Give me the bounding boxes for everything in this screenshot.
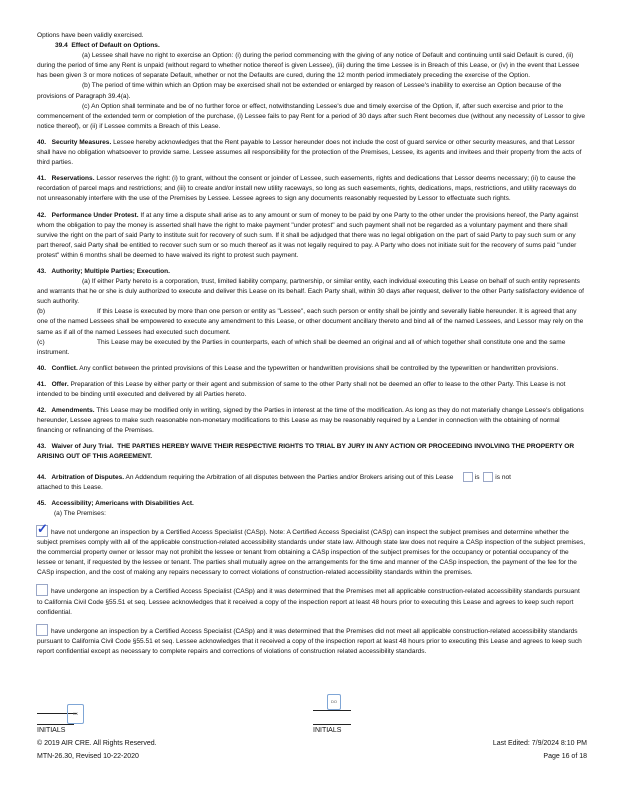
section-40-security: 40. Security Measures. Lessee hereby acknowledges that the Rent payable to Lessor hereunder does not include the cost of guard service or other security measures, and that Lessor shall have no obligation whatsoever to provide same. Lessee assumes all responsibility for the protection of the Premises, Lessee, its agents and invitees and their property from the acts of third parties. bbox=[37, 138, 582, 167]
casp-option-met-standards: have undergone an inspection by a Certified Access Specialist (CASp) and it was determined that the Premises met all applicable construction-related accessibility standards pursuant to California Civil Code §55.51 et seq. Lessee acknowledges that it received a copy of the inspection report at least 48 hours prior to executing this Lease and agrees to keep such report confidential. bbox=[37, 584, 587, 617]
section-conflict: 40. Conflict. Any conflict between the printed provisions of this Lease and the typewritten or handwritten provisions shall be controlled by the typewritten or handwritten provisions. bbox=[37, 364, 559, 372]
section-39-4-heading: 39.4 Effect of Default on Options. bbox=[55, 42, 160, 50]
section-44-arbitration: 44. Arbitration of Disputes. An Addendum requiring the Arbitration of all disputes between the Parties and/or Brokers arising out of this Lease is is not attached to this Lease. bbox=[37, 473, 511, 491]
section-45-heading: 45. Accessibility; Americans with Disabilities Act. bbox=[37, 499, 194, 507]
footer-form-id: MTN-26.30, Revised 10-22-2020 bbox=[37, 753, 139, 760]
casp-not-inspected-checkbox[interactable] bbox=[36, 520, 48, 537]
section-41-reservations: 41. Reservations. Lessor reserves the right: (i) to grant, without the consent or joinder of Lessee, such easements, rights and dedications that Lessor deems necessary; (ii) to cause the recordation of parcel maps and restrictions; and (iii) to create and/or install new utility raceways, so long as such easements, rights, dedications, maps, restrictions, and utility raceways do not unreasonably interfere with the use of the Premises by Lessee. Lessee agrees to sign any documents reasonably requested by Lessor to effectuate such rights. bbox=[37, 175, 577, 203]
section-offer: 41. Offer. Preparation of this Lease by either party or their agent and submission of same to the other Party shall not be deemed an offer to lease to the other Party. This Lease is not intended to be binding until executed and delivered by all Parties hereto. bbox=[37, 380, 566, 398]
lessee-initials-label: INITIALS bbox=[313, 727, 342, 734]
lessee-initials-field[interactable]: DO bbox=[327, 694, 341, 710]
footer-copyright: © 2019 AIR CRE. All Rights Reserved. bbox=[37, 740, 157, 747]
casp-option-not-inspected: ✓ have not undergone an inspection by a Certified Access Specialist (CASp). Note: A Certified Access Specialist (CASp) can inspect the subject premises and determine whether the subject premises comply with all of the applicable construction-related accessibility standards under state law. Although state law does not require a CASp inspection of the subject premises, the commercial property owner or lessor may not prohibit the lessee or tenant from obtaining a CASp inspection of the subject premises for the occupancy or potential occupancy of the lessee or tenant, if requested by the lessee or tenant. The parties shall mutually agree on the arrangements for the time and manner of the CASp inspection, the payment of the fee for the CASp inspection, and the cost of making any repairs necessary to correct violations of construction-related accessibility standards within the premises. bbox=[37, 520, 586, 577]
intro-text: Options have been validly exercised. bbox=[37, 32, 144, 39]
section-43-a: (a) If either Party hereto is a corporation, trust, limited liability company, partnership, or similar entity, each individual executing this Lease on behalf of such entity represents and warrants that he or she is duly authorized to execute and deliver this Lease on its behalf. Each Party shall, within 30 days after request, deliver to the other Party satisfactory evidence of such authority. bbox=[37, 278, 584, 306]
section-43-heading: 43. Authority; Multiple Parties; Execution. bbox=[37, 267, 170, 275]
section-39-4-a: (a) Lessee shall have no right to exercise an Option: (i) during the period commencing with the giving of any notice of Default and continuing until said Default is cured, (ii) during the period of time any Rent is unpaid (without regard to whether notice thereof is given Lessee), (iii) during the time Lessee is in Breach of this Lease, or (iv) in the event that Lessee has been given 3 or more notices of separate Default, whether or not the Defaults are cured, during the 12 month period immediately preceding the exercise of the Option. bbox=[37, 52, 580, 80]
section-43-c: (c) This Lease may be executed by the Parties in counterparts, each of which shall be deemed an original and all of which together shall constitute one and the same instrument. bbox=[37, 338, 566, 356]
casp-option-not-met-standards: have undergone an inspection by a Certified Access Specialist (CASp) and it was determined that the Premises did not meet all applicable construction-related accessibility standards pursuant to California Civil Code §55.51 et seq. Lessee acknowledges that it received a copy of the inspection report at least 48 hours prior to executing this Lease and agrees to keep such report confidential except as necessary to complete repairs and corrections of violations of construction related accessibility standards. bbox=[37, 624, 587, 657]
section-45-a-label: (a) The Premises: bbox=[54, 509, 106, 517]
lessor-initials-field[interactable]: KK bbox=[67, 704, 84, 724]
arbitration-is-not-checkbox[interactable] bbox=[483, 472, 493, 482]
checkmark-icon: ✓ bbox=[37, 520, 48, 536]
initials-line bbox=[313, 710, 351, 711]
document-body bbox=[37, 31, 587, 657]
section-amendments: 42. Amendments. This Lease may be modified only in writing, signed by the Parties in interest at the time of the modification. As long as they do not materially change Lessee's obligations hereunder, Lessee agrees to make such reasonable non-monetary modifications to this Lease as may be reasonably required by a Lender in connection with the obtaining of normal financing or refinancing of the Premises. bbox=[37, 407, 584, 435]
section-42-performance: 42. Performance Under Protest. If at any time a dispute shall arise as to any amount or sum of money to be paid by one Party to the other under the provisions hereof, the Party against whom the obligation to pay the money is asserted shall have the right to make payment "under protest" and such payment shall not be regarded as a voluntary payment and there shall survive the right on the part of said Party to institute suit for recovery of such sum. If it shall be adjudged that there was no legal obligation on the part of said Party to pay such sum or any part thereof, said Party shall be entitled to recover such sum or so much thereof as it was not legally required to pay. A Party who does not initiate suit for the recovery of sums paid "under protest" within 6 months shall be deemed to have waived its right to protest such payment. bbox=[37, 211, 579, 259]
section-jury-waiver: 43. Waiver of Jury Trial. THE PARTIES HEREBY WAIVE THEIR RESPECTIVE RIGHTS TO TRIAL BY JURY IN ANY ACTION OR PROCEEDING INVOLVING THE PROPERTY OR ARISING OUT OF THIS AGREEMENT. bbox=[37, 443, 575, 461]
section-39-4-c: (c) An Option shall terminate and be of no further force or effect, notwithstanding Lessee's due and timely exercise of the Option, if, after such exercise and prior to the commencement of the extended term or completion of the purchase, (i) Lessee fails to pay Rent for a period of 30 days after such Rent becomes due (without any necessity of Lessor to give notice thereof), or (ii) if Lessee commits a Breach of this Lease. bbox=[37, 102, 586, 130]
footer-last-edited: Last Edited: 7/9/2024 8:10 PM bbox=[492, 740, 587, 747]
footer-page-number: Page 16 of 18 bbox=[543, 753, 587, 760]
initials-underline bbox=[313, 724, 351, 725]
casp-met-standards-checkbox[interactable] bbox=[36, 584, 48, 596]
section-43-b: (b) If this Lease is executed by more than one person or entity as "Lessee", each such person or entity shall be jointly and severally liable hereunder. It is agreed that any one of the named Lessees shall be empowered to execute any amendment to this Lease, or other document ancillary thereto and bind all of the named Lessees, and Lessor may rely on the same as if all of the named Lessees had executed such document. bbox=[37, 308, 584, 336]
initials-underline bbox=[37, 724, 74, 725]
arbitration-is-checkbox[interactable] bbox=[463, 472, 473, 482]
section-39-4-b: (b) The period of time within which an Option may be exercised shall not be extended or enlarged by reason of Lessee's inability to exercise an Option because of the provisions of Paragraph 39.4(a). bbox=[37, 82, 562, 100]
casp-not-met-standards-checkbox[interactable] bbox=[36, 624, 48, 636]
lessor-initials-label: INITIALS bbox=[37, 727, 66, 734]
